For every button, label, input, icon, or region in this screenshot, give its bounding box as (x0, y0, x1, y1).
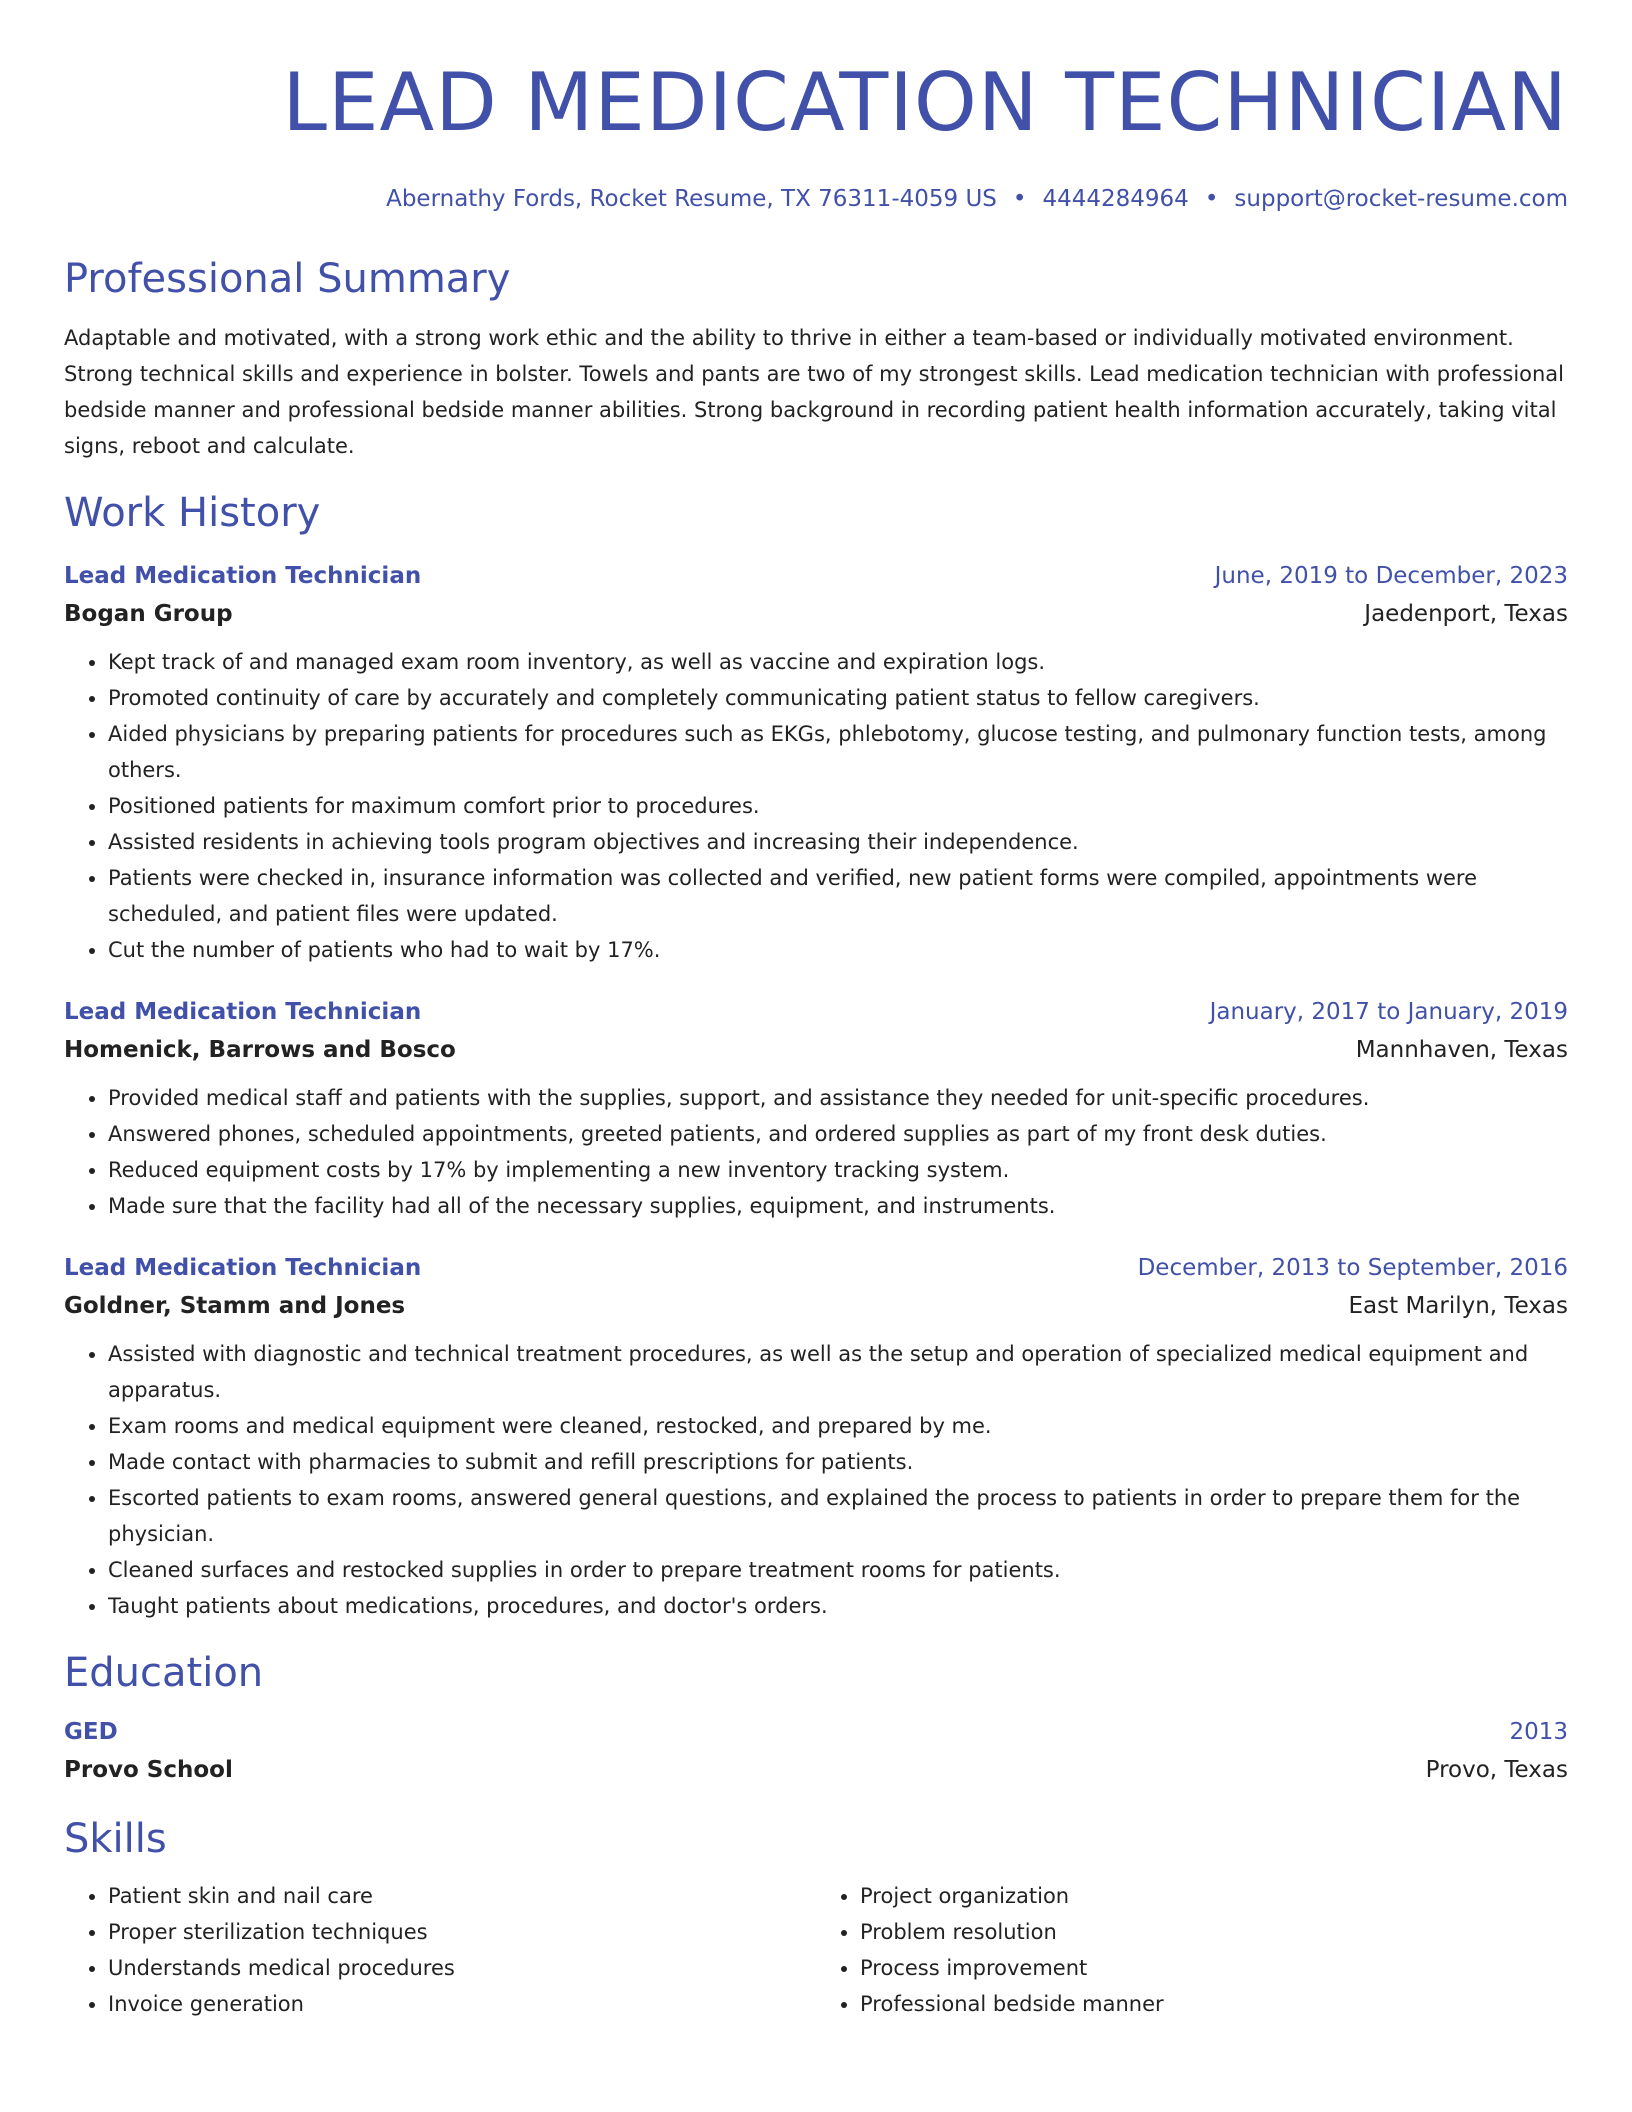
contact-email: support@rocket-resume.com (1234, 186, 1568, 212)
skill-item: • Professional bedside manner (860, 1986, 1568, 2022)
job-location: Jaedenport, Texas (1364, 601, 1568, 627)
job-bullet: • Taught patients about medications, procedures, and doctor's orders. (108, 1588, 1568, 1624)
job-bullet: • Assisted residents in achieving tools program objectives and increasing their independence. (108, 824, 1568, 860)
summary-text: Adaptable and motivated, with a strong work ethic and the ability to thrive in either a team-based or individually motivated environment. Strong technical skills and experience in bolster. Towels and pants are two of my strongest skills. Lead medication technician with professional bedside manner and professional bedside manner abilities. Strong background in recording patient health information accurately, taking vital signs, reboot and calculate. (64, 326, 1565, 458)
job-company: Homenick, Barrows and Bosco (64, 1037, 456, 1063)
job-bullet: • Provided medical staff and patients with the supplies, support, and assistance they needed for unit-specific procedures. (108, 1080, 1568, 1116)
skill-item: • Understands medical procedures (108, 1950, 816, 1986)
job-bullet-list (64, 1080, 1568, 1224)
job-bullet: • Cleaned surfaces and restocked supplies in order to prepare treatment rooms for patients. (108, 1552, 1568, 1588)
contact-separator: • (1012, 186, 1027, 212)
job-bullet: • Escorted patients to exam rooms, answered general questions, and explained the process to patients in order to prepare them for the physician. (108, 1480, 1568, 1552)
contact-address: Abernathy Fords, Rocket Resume, TX 76311-4059 US (386, 186, 997, 212)
skill-item: • Process improvement (860, 1950, 1568, 1986)
job-dates: January, 2017 to January, 2019 (1209, 999, 1568, 1025)
contact-separator: • (1204, 186, 1219, 212)
job-bullet: • Exam rooms and medical equipment were cleaned, restocked, and prepared by me. (108, 1408, 1568, 1444)
job-location: Mannhaven, Texas (1355, 1037, 1568, 1063)
contact-line (64, 182, 1568, 216)
skill-item: • Project organization (860, 1878, 1568, 1914)
job-bullet: • Made contact with pharmacies to submit and refill prescriptions for patients. (108, 1444, 1568, 1480)
skills-column-right (816, 1878, 1568, 2022)
job-bullet: • Positioned patients for maximum comfort prior to procedures. (108, 788, 1568, 824)
education-entry (64, 1714, 1568, 1790)
job-title: Lead Medication Technician (64, 1255, 422, 1281)
skill-item: • Patient skin and nail care (108, 1878, 816, 1914)
job-location: East Marilyn, Texas (1348, 1293, 1568, 1319)
skills-heading: Skills (64, 1816, 167, 1862)
job-entry (64, 994, 1568, 1224)
job-bullet: • Cut the number of patients who had to wait by 17%. (108, 932, 1568, 968)
job-bullet: • Answered phones, scheduled appointments, greeted patients, and ordered supplies as part of my front desk duties. (108, 1116, 1568, 1152)
skill-item: • Invoice generation (108, 1986, 816, 2022)
education-location: Provo, Texas (1425, 1757, 1568, 1783)
education-year: 2013 (1509, 1719, 1568, 1745)
job-company: Bogan Group (64, 601, 233, 627)
job-bullet: • Assisted with diagnostic and technical treatment procedures, as well as the setup and operation of specialized medical equipment and apparatus. (108, 1336, 1568, 1408)
work-history-list (64, 558, 1568, 1624)
job-title: Lead Medication Technician (64, 999, 422, 1025)
education-heading: Education (64, 1650, 264, 1696)
skill-item: • Proper sterilization techniques (108, 1914, 816, 1950)
contact-phone: 4444284964 (1042, 186, 1189, 212)
education-degree: GED (64, 1719, 118, 1745)
job-bullet: • Kept track of and managed exam room inventory, as well as vaccine and expiration logs. (108, 644, 1568, 680)
job-entry (64, 1250, 1568, 1624)
job-bullet: • Patients were checked in, insurance information was collected and verified, new patient forms were compiled, appointments were scheduled, and patient files were updated. (108, 860, 1568, 932)
resume-name-heading: LEAD MEDICATION TECHNICIAN (282, 56, 1568, 149)
skills-list (64, 1878, 1568, 2022)
job-bullet: • Reduced equipment costs by 17% by implementing a new inventory tracking system. (108, 1152, 1568, 1188)
job-bullet: • Promoted continuity of care by accurately and completely communicating patient status to fellow caregivers. (108, 680, 1568, 716)
work-history-heading: Work History (64, 490, 321, 536)
job-dates: December, 2013 to September, 2016 (1137, 1255, 1568, 1281)
job-bullet-list (64, 1336, 1568, 1624)
job-dates: June, 2019 to December, 2023 (1214, 563, 1568, 589)
job-bullet: • Aided physicians by preparing patients for procedures such as EKGs, phlebotomy, glucose testing, and pulmonary function tests, among others. (108, 716, 1568, 788)
skill-item: • Problem resolution (860, 1914, 1568, 1950)
job-entry (64, 558, 1568, 968)
job-bullet: • Made sure that the facility had all of the necessary supplies, equipment, and instruments. (108, 1188, 1568, 1224)
job-company: Goldner, Stamm and Jones (64, 1293, 406, 1319)
job-bullet-list (64, 644, 1568, 968)
education-school: Provo School (64, 1757, 233, 1783)
skills-column-left (64, 1878, 816, 2022)
summary-heading: Professional Summary (64, 256, 511, 302)
job-title: Lead Medication Technician (64, 563, 422, 589)
